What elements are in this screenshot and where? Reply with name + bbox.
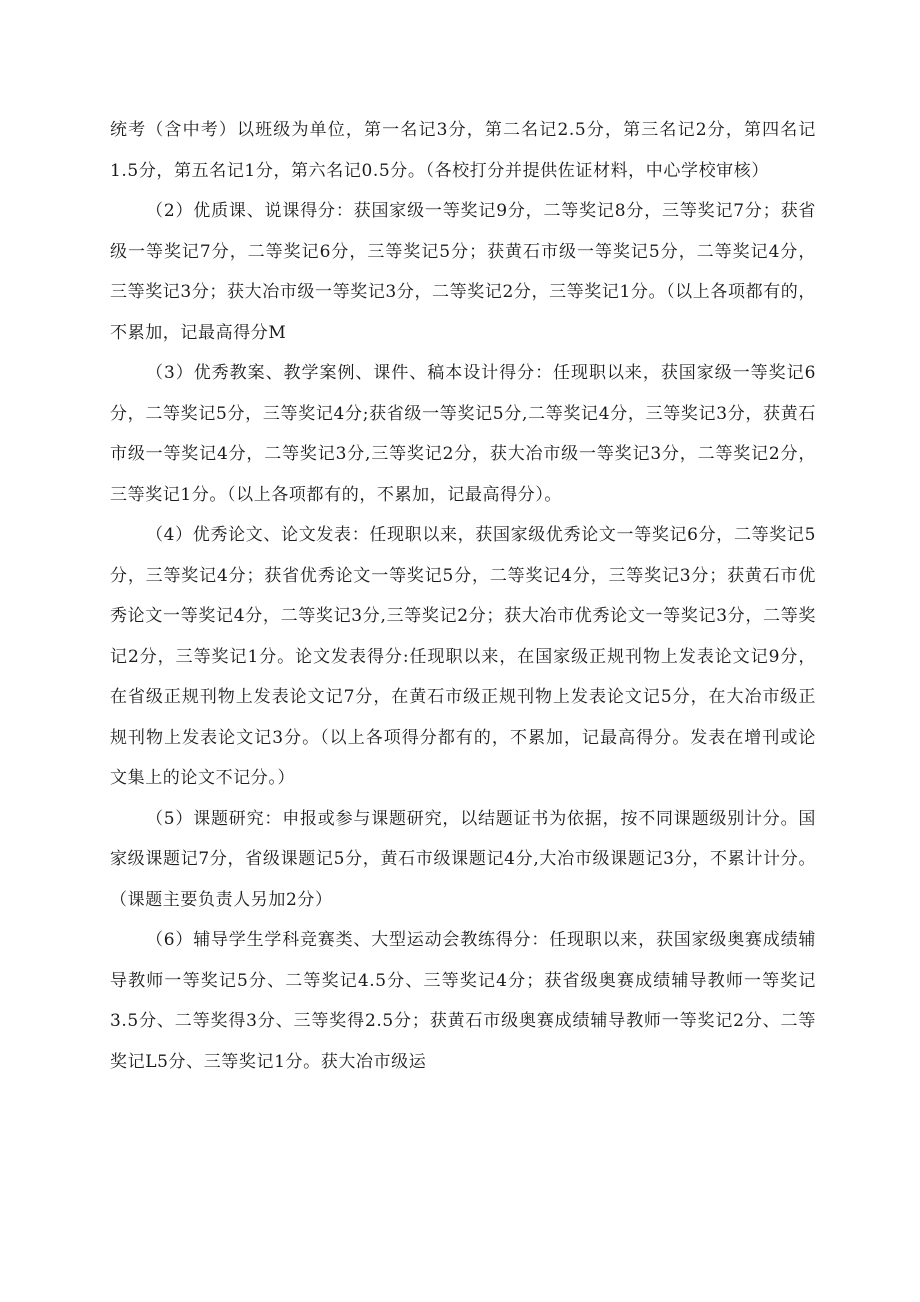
paragraph-paper-scores: （4）优秀论文、论文发表：任现职以来，获国家级优秀论文一等奖记6分，二等奖记5分，三等奖记4分；获省优秀论文一等奖记5分，二等奖记4分，三等奖记3分；获黄石市优秀论文一等奖记4分，二等奖记3分,三等奖记2分；获大冶市优秀论文一等奖记3分，二等奖记2分，三等奖记1分。论文发表得分:任现职以来，在国家级正规刊物上发表论文记9分，在省级正规刊物上发表论文记7分，在黄石市级正规刊物上发表论文记5分，在大冶市级正规刊物上发表论文记3分。（以上各项得分都有的，不累加，记最高得分。发表在增刊或论文集上的论文不记分。） [110,525,816,788]
paragraph-ranking-scores: 统考（含中考）以班级为单位，第一名记3分，第二名记2.5分，第三名记2分，第四名记1.5分，第五名记1分，第六名记0.5分。（各校打分并提供佐证材料，中心学校审核） [110,120,816,181]
paragraph-quality-lesson-scores: （2）优质课、说课得分：获国家级一等奖记9分，二等奖记8分，三等奖记7分；获省级一等奖记7分，二等奖记6分，三等奖记5分；获黄石市级一等奖记5分，二等奖记4分，三等奖记3分；获大冶市级一等奖记3分，二等奖记2分，三等奖记1分。（以上各项都有的，不累加，记最高得分M [110,201,816,343]
document-page [110,110,816,1082]
paragraph-research-project-scores: （5）课题研究：申报或参与课题研究，以结题证书为依据，按不同课题级别计分。国家级课题记7分，省级课题记5分，黄石市级课题记4分,大冶市级课题记3分，不累计计分。（课题主要负责人另加2分） [110,808,816,910]
paragraph-lesson-plan-scores: （3）优秀教案、教学案例、课件、稿本设计得分：任现职以来，获国家级一等奖记6分，二等奖记5分，三等奖记4分;获省级一等奖记5分,二等奖记4分，三等奖记3分，获黄石市级一等奖记4分，二等奖记3分,三等奖记2分，获大冶市级一等奖记3分，二等奖记2分，三等奖记1分。（以上各项都有的，不累加，记最高得分）。 [110,363,816,505]
paragraph-competition-coach-scores: （6）辅导学生学科竞赛类、大型运动会教练得分：任现职以来，获国家级奥赛成绩辅导教师一等奖记5分、二等奖记4.5分、三等奖记4分；获省级奥赛成绩辅导教师一等奖记3.5分、二等奖得3分、三等奖得2.5分；获黄石市级奥赛成绩辅导教师一等奖记2分、二等奖记L5分、三等奖记1分。获大冶市级运 [110,930,816,1072]
